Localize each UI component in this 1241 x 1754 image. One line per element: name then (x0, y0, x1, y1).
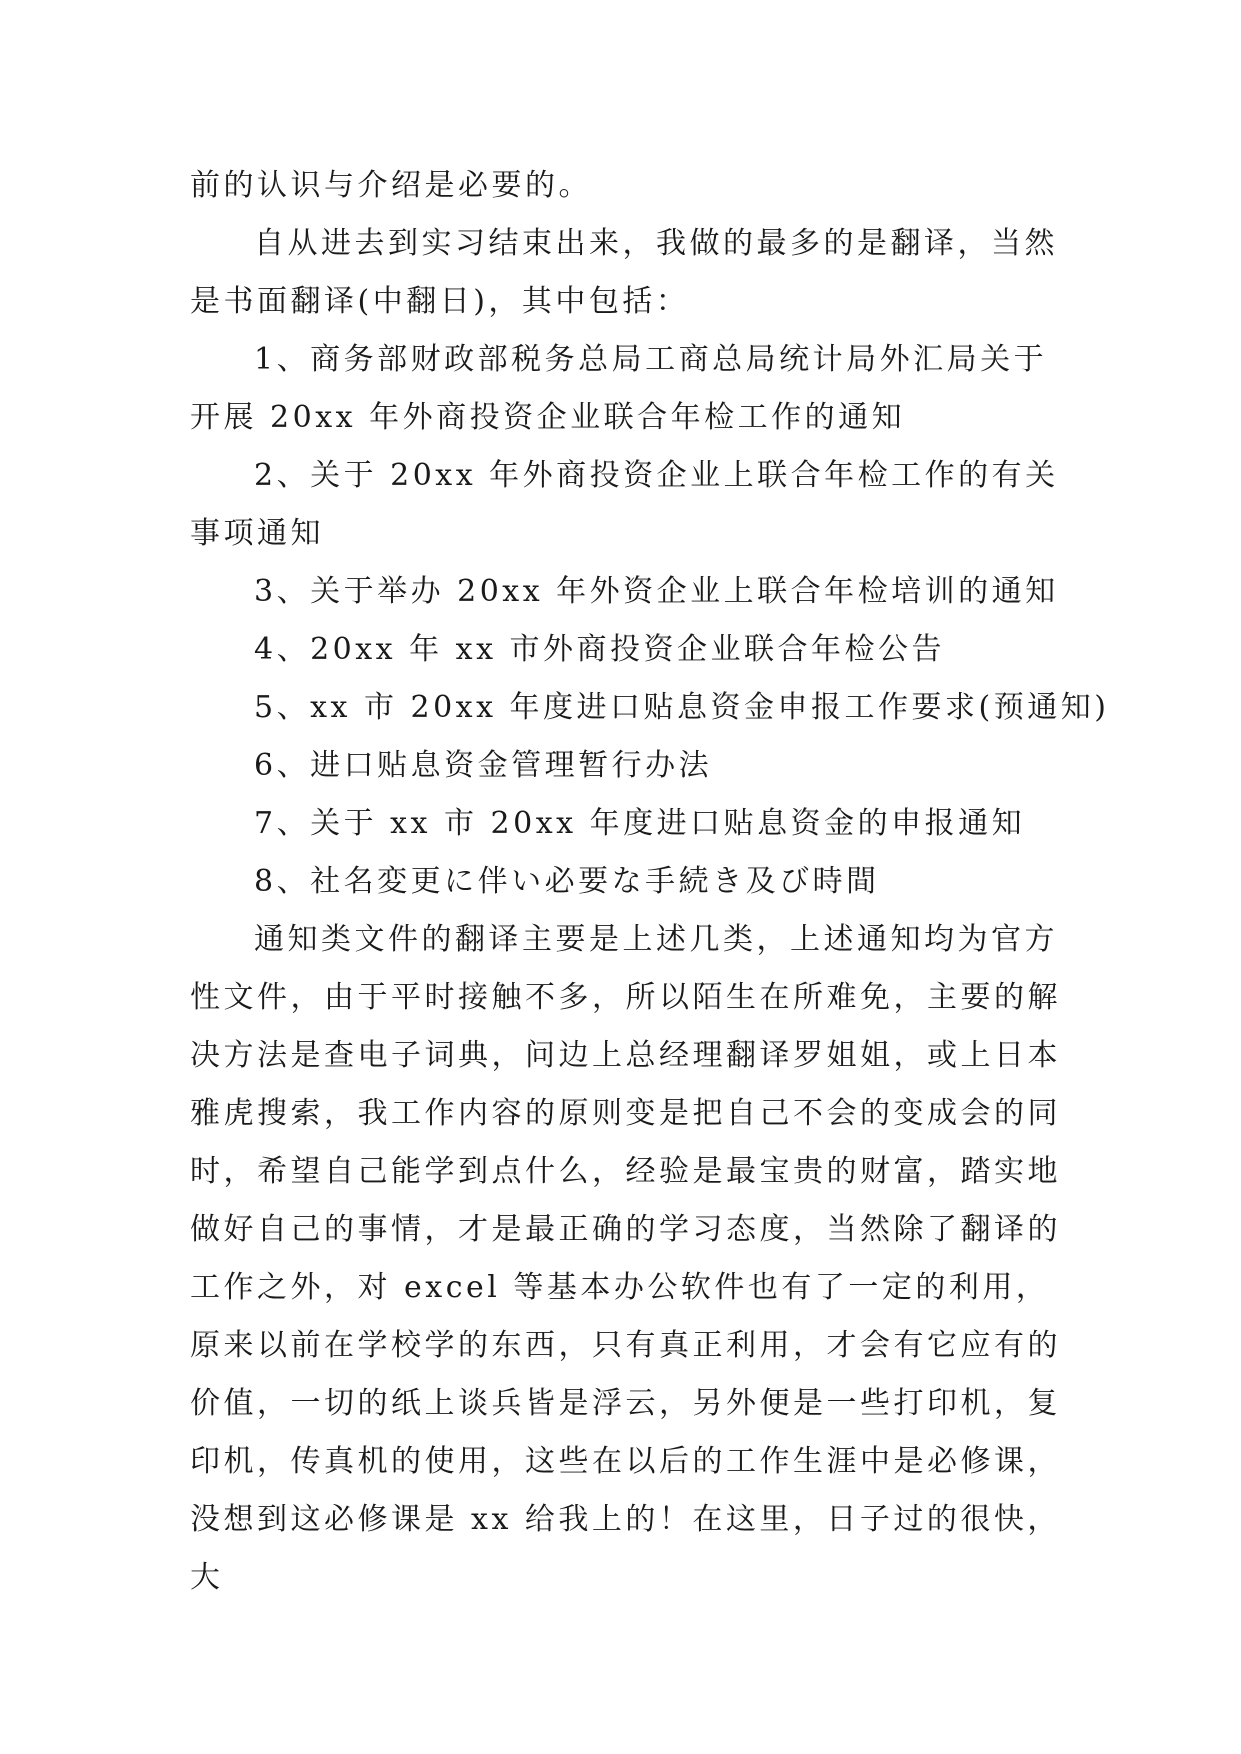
list-item-2: 2、关于 20xx 年外商投资企业上联合年检工作的有关事项通知 (190, 458, 1059, 551)
list-item-1: 1、商务部财政部税务总局工商总局统计局外汇局关于开展 20xx 年外商投资企业联合年检工作的通知 (190, 342, 1048, 435)
list-item-4: 4、20xx 年 xx 市外商投资企业联合年检公告 (254, 632, 946, 667)
list-item-6: 6、进口贴息资金管理暂行办法 (254, 748, 713, 783)
paragraph-summary: 通知类文件的翻译主要是上述几类，上述通知均为官方性文件，由于平时接触不多，所以陌生在所难免，主要的解决方法是查电子词典，问边上总经理翻译罗姐姐，或上日本雅虎搜索，我工作内容的原则变是把自己不会的变成会的同时，希望自己能学到点什么，经验是最宝贵的财富，踏实地做好自己的事情，才是最正确的学习态度，当然除了翻译的工作之外，对 excel 等基本办公软件也有了一定的利用，原来以前在学校学的东西，只有真正利用，才会有它应有的价值，一切的纸上谈兵皆是浮云，另外便是一些打印机，复印机，传真机的使用，这些在以后的工作生涯中是必修课，没想到这必修课是 xx 给我上的！在这里，日子过的很快，大 (190, 922, 1061, 1595)
document-body (190, 157, 1110, 1607)
list-item-5: 5、xx 市 20xx 年度进口贴息资金申报工作要求(预通知) (254, 690, 1110, 725)
paragraph-continuation: 前的认识与介绍是必要的。 (190, 168, 592, 203)
list-item-3: 3、关于举办 20xx 年外资企业上联合年检培训的通知 (254, 574, 1059, 609)
list-item-8: 8、社名変更に伴い必要な手続き及び時間 (254, 864, 880, 899)
list-item-7: 7、关于 xx 市 20xx 年度进口贴息资金的申报通知 (254, 806, 1026, 841)
paragraph-intro: 自从进去到实习结束出来，我做的最多的是翻译，当然是书面翻译(中翻日)，其中包括： (190, 226, 1058, 319)
